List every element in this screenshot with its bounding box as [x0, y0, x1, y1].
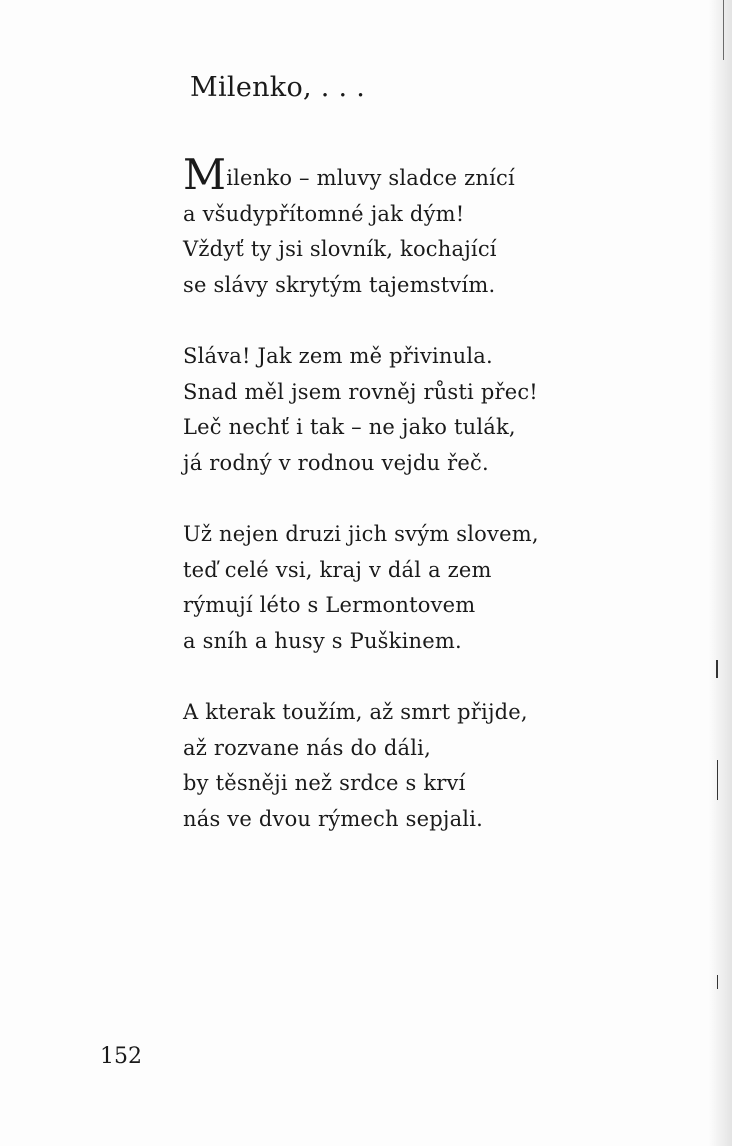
stanza — [183, 150, 539, 303]
page-number: 152 — [100, 1044, 142, 1069]
page-edge-line — [723, 0, 724, 60]
poem-line: A kterak toužím, až smrt přijde, — [183, 700, 528, 724]
poem-line — [183, 150, 539, 199]
poem-line: až rozvane nás do dáli, — [183, 735, 431, 760]
poem-line: Leč nechť i tak – ne jako tulák, — [183, 415, 516, 439]
drop-cap: M — [183, 150, 227, 199]
poem-line: nás ve dvou rýmech sepjali. — [183, 806, 484, 831]
poem-line: rýmují léto s Lermontovem — [183, 593, 476, 617]
page-edge-mark — [717, 760, 718, 800]
poem-title: Milenko, . . . — [190, 72, 366, 103]
poem-line: Sláva! Jak zem mě přivinula. — [183, 344, 493, 368]
poem-line: Už nejen druzi jich svým slovem, — [183, 522, 539, 546]
poem-line: já rodný v rodnou vejdu řeč. — [183, 450, 489, 475]
poem-body — [183, 150, 539, 873]
page-edge-shadow — [708, 0, 732, 1146]
poem-line: Snad měl jsem rovněj růsti přec! — [183, 379, 538, 404]
poem-line: a všudypřítomné jak dým! — [183, 201, 465, 226]
stanza — [183, 517, 539, 659]
page-edge-mark — [716, 660, 718, 678]
poem-line: teď celé vsi, kraj v dál a zem — [183, 557, 492, 582]
poem-line: se slávy skrytým tajemstvím. — [183, 272, 496, 297]
poem-line: by těsněji než srdce s krví — [183, 771, 466, 795]
poem-line: Vždyť ty jsi slovník, kochající — [183, 237, 497, 261]
poem-line-text: ilenko – mluvy sladce znící — [226, 166, 515, 190]
stanza — [183, 695, 539, 837]
stanza — [183, 339, 539, 481]
poem-line: a sníh a husy s Puškinem. — [183, 628, 462, 653]
page-edge-mark — [717, 975, 718, 989]
